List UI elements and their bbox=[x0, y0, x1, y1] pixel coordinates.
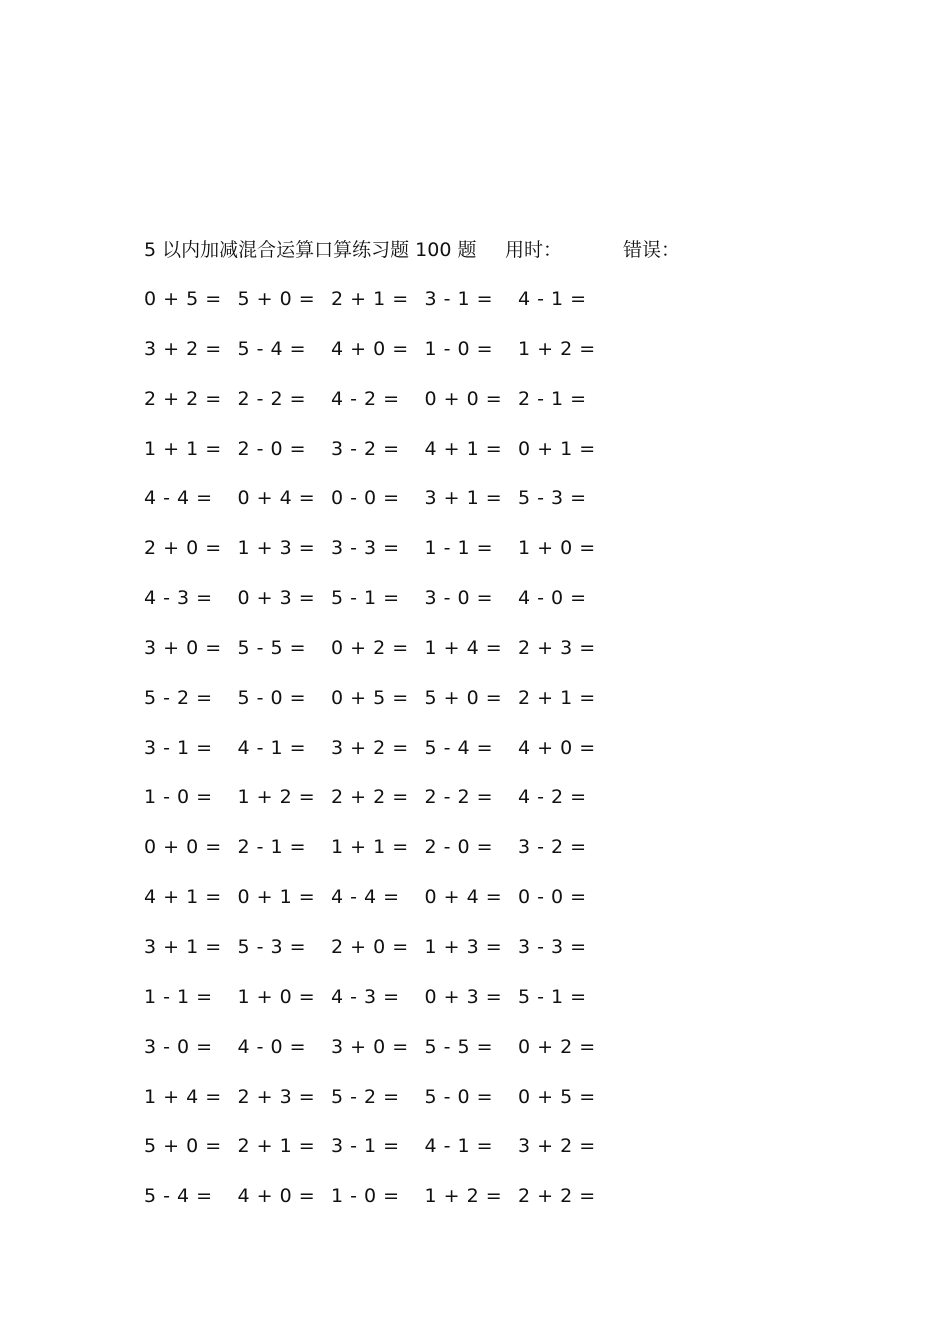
math-problem: 1 - 1 = bbox=[424, 537, 494, 560]
math-problem: 5 - 1 = bbox=[331, 587, 400, 610]
problem-row bbox=[144, 933, 624, 983]
math-problem: 1 + 3 = bbox=[424, 935, 503, 958]
math-problem: 0 + 0 = bbox=[144, 836, 222, 859]
math-problem: 4 - 2 = bbox=[518, 786, 587, 809]
math-problem: 5 - 1 = bbox=[518, 985, 587, 1008]
math-problem: 5 - 2 = bbox=[331, 1085, 400, 1108]
math-problem: 1 - 1 = bbox=[144, 985, 213, 1008]
math-problem: 4 - 0 = bbox=[237, 1035, 307, 1058]
math-problem: 5 + 0 = bbox=[424, 686, 503, 709]
math-problem: 2 + 2 = bbox=[144, 387, 222, 410]
math-problem: 3 + 2 = bbox=[144, 337, 222, 360]
problem-row bbox=[144, 1083, 624, 1133]
math-problem: 2 + 0 = bbox=[144, 537, 222, 560]
problem-row bbox=[144, 385, 624, 435]
math-problem: 2 - 2 = bbox=[424, 786, 494, 809]
math-problem: 3 - 3 = bbox=[518, 935, 587, 958]
math-problem: 5 - 5 = bbox=[424, 1035, 494, 1058]
math-problem: 3 + 0 = bbox=[331, 1035, 409, 1058]
math-problem: 5 - 4 = bbox=[237, 337, 307, 360]
math-problem: 0 + 1 = bbox=[518, 437, 596, 460]
math-problem: 2 + 2 = bbox=[331, 786, 409, 809]
math-problem: 0 + 5 = bbox=[144, 288, 222, 310]
math-problem: 2 - 1 = bbox=[237, 836, 307, 859]
problem-row bbox=[144, 1132, 624, 1182]
math-problem: 1 + 4 = bbox=[424, 636, 503, 659]
math-problem: 1 + 1 = bbox=[331, 836, 409, 859]
math-problem: 4 - 4 = bbox=[144, 487, 213, 510]
math-problem: 5 - 3 = bbox=[237, 935, 307, 958]
problem-row bbox=[144, 783, 624, 833]
problem-grid bbox=[144, 285, 624, 1232]
math-problem: 2 - 0 = bbox=[237, 437, 307, 460]
math-problem: 4 - 3 = bbox=[144, 587, 213, 610]
math-problem: 3 + 2 = bbox=[331, 736, 409, 759]
math-problem: 0 + 3 = bbox=[237, 587, 316, 610]
math-problem: 1 + 3 = bbox=[237, 537, 316, 560]
math-problem: 3 - 2 = bbox=[331, 437, 400, 460]
math-problem: 5 - 5 = bbox=[237, 636, 307, 659]
math-problem: 1 + 2 = bbox=[518, 337, 596, 360]
math-problem: 4 + 0 = bbox=[237, 1185, 316, 1208]
problem-row bbox=[144, 684, 624, 734]
math-problem: 3 + 2 = bbox=[518, 1135, 596, 1158]
math-problem: 5 + 0 = bbox=[144, 1135, 222, 1158]
problem-row bbox=[144, 1033, 624, 1083]
math-problem: 4 - 1 = bbox=[424, 1135, 494, 1158]
problem-row bbox=[144, 335, 624, 385]
math-problem: 3 - 3 = bbox=[331, 537, 400, 560]
math-problem: 2 + 3 = bbox=[237, 1085, 316, 1108]
math-problem: 1 - 0 = bbox=[424, 337, 494, 360]
problem-row bbox=[144, 484, 624, 534]
math-problem: 5 + 0 = bbox=[237, 288, 316, 310]
math-problem: 3 + 1 = bbox=[424, 487, 503, 510]
time-used-label: 用时： bbox=[505, 239, 563, 261]
errors-label: 错误： bbox=[623, 239, 681, 261]
math-problem: 0 + 4 = bbox=[424, 886, 503, 909]
math-problem: 5 - 0 = bbox=[237, 686, 307, 709]
math-problem: 4 - 4 = bbox=[331, 886, 400, 909]
math-problem: 5 - 4 = bbox=[144, 1185, 213, 1208]
math-problem: 2 - 1 = bbox=[518, 387, 587, 410]
math-problem: 0 + 1 = bbox=[237, 886, 316, 909]
math-problem: 1 + 0 = bbox=[237, 985, 316, 1008]
math-problem: 0 + 3 = bbox=[424, 985, 503, 1008]
math-problem: 0 + 0 = bbox=[424, 387, 503, 410]
math-problem: 2 + 1 = bbox=[331, 288, 409, 310]
math-problem: 2 + 2 = bbox=[518, 1185, 596, 1208]
math-problem: 3 - 1 = bbox=[424, 288, 494, 310]
math-problem: 4 - 3 = bbox=[331, 985, 400, 1008]
math-problem: 1 + 0 = bbox=[518, 537, 596, 560]
math-problem: 2 + 3 = bbox=[518, 636, 596, 659]
math-problem: 3 - 1 = bbox=[331, 1135, 400, 1158]
math-problem: 3 - 2 = bbox=[518, 836, 587, 859]
math-problem: 1 + 1 = bbox=[144, 437, 222, 460]
math-problem: 0 + 5 = bbox=[331, 686, 409, 709]
math-problem: 4 + 1 = bbox=[424, 437, 503, 460]
math-problem: 2 + 1 = bbox=[237, 1135, 316, 1158]
math-problem: 0 - 0 = bbox=[331, 487, 400, 510]
problem-row bbox=[144, 534, 624, 584]
math-problem: 3 - 1 = bbox=[144, 736, 213, 759]
problem-row bbox=[144, 1182, 624, 1232]
math-problem: 4 - 2 = bbox=[331, 387, 400, 410]
math-problem: 5 - 0 = bbox=[424, 1085, 494, 1108]
math-problem: 1 + 4 = bbox=[144, 1085, 222, 1108]
problem-row bbox=[144, 734, 624, 784]
math-problem: 2 + 0 = bbox=[331, 935, 409, 958]
math-problem: 0 + 2 = bbox=[518, 1035, 596, 1058]
worksheet-title: 5 以内加减混合运算口算练习题 100 题 bbox=[144, 239, 477, 261]
problem-row bbox=[144, 634, 624, 684]
math-problem: 5 - 4 = bbox=[424, 736, 494, 759]
math-problem: 4 - 1 = bbox=[237, 736, 307, 759]
problem-row bbox=[144, 883, 624, 933]
math-problem: 2 - 2 = bbox=[237, 387, 307, 410]
math-problem: 2 - 0 = bbox=[424, 836, 494, 859]
problem-row bbox=[144, 983, 624, 1033]
math-problem: 1 - 0 = bbox=[331, 1185, 400, 1208]
math-problem: 0 + 4 = bbox=[237, 487, 316, 510]
math-problem: 3 + 1 = bbox=[144, 935, 222, 958]
math-problem: 1 - 0 = bbox=[144, 786, 213, 809]
math-problem: 0 + 2 = bbox=[331, 636, 409, 659]
problem-row bbox=[144, 584, 624, 634]
math-problem: 4 + 0 = bbox=[518, 736, 596, 759]
problem-row bbox=[144, 833, 624, 883]
math-problem: 4 + 1 = bbox=[144, 886, 222, 909]
math-problem: 3 - 0 = bbox=[144, 1035, 213, 1058]
math-problem: 1 + 2 = bbox=[237, 786, 316, 809]
math-problem: 1 + 2 = bbox=[424, 1185, 503, 1208]
problem-row bbox=[144, 435, 624, 485]
math-problem: 0 - 0 = bbox=[518, 886, 587, 909]
problem-row bbox=[144, 285, 624, 335]
math-problem: 5 - 2 = bbox=[144, 686, 213, 709]
math-problem: 3 + 0 = bbox=[144, 636, 222, 659]
math-problem: 3 - 0 = bbox=[424, 587, 494, 610]
math-problem: 4 + 0 = bbox=[331, 337, 409, 360]
math-problem: 4 - 0 = bbox=[518, 587, 587, 610]
math-problem: 0 + 5 = bbox=[518, 1085, 596, 1108]
math-problem: 4 - 1 = bbox=[518, 288, 587, 310]
math-problem: 5 - 3 = bbox=[518, 487, 587, 510]
math-problem: 2 + 1 = bbox=[518, 686, 596, 709]
